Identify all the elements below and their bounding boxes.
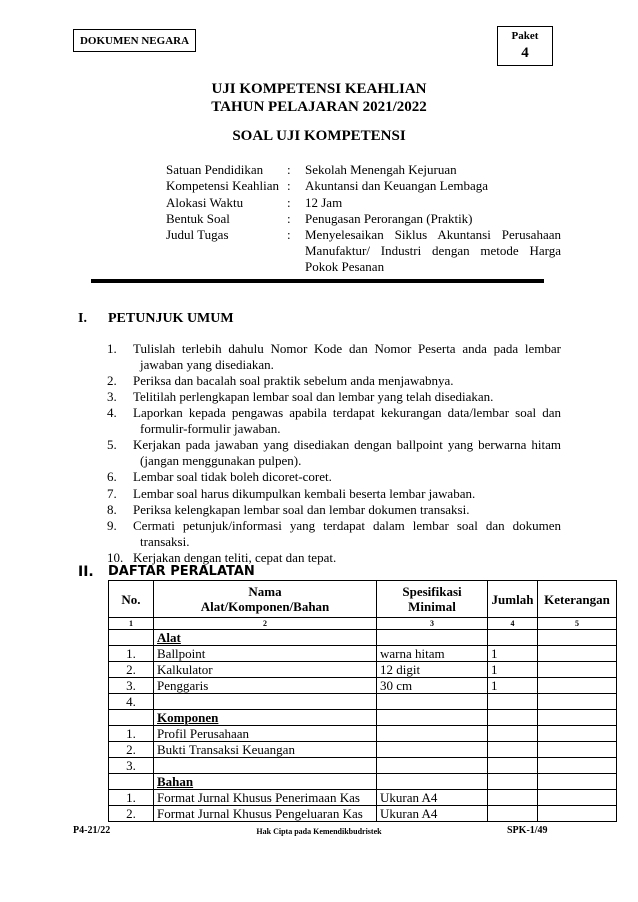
cell-no: 1. bbox=[109, 726, 154, 742]
cell-qty bbox=[488, 726, 538, 742]
table-row bbox=[109, 710, 617, 726]
info-colon: : bbox=[287, 227, 291, 242]
cell-name: Alat bbox=[154, 630, 377, 646]
column-number: 3 bbox=[377, 618, 488, 630]
header-spec bbox=[377, 581, 488, 618]
cell-note bbox=[538, 678, 617, 694]
column-number: 4 bbox=[488, 618, 538, 630]
cell-note bbox=[538, 774, 617, 790]
cell-note bbox=[538, 630, 617, 646]
list-item-text: formulir-formulir jawaban. bbox=[140, 421, 281, 436]
equipment-table bbox=[108, 580, 617, 822]
cell-spec: Ukuran A4 bbox=[377, 806, 488, 822]
cell-name bbox=[154, 758, 377, 774]
list-item-number: 6. bbox=[107, 469, 117, 484]
cell-name: Format Jurnal Khusus Penerimaan Kas bbox=[154, 790, 377, 806]
cell-name: Profil Perusahaan bbox=[154, 726, 377, 742]
cell-qty bbox=[488, 742, 538, 758]
info-label: Bentuk Soal bbox=[166, 211, 230, 226]
table-row bbox=[109, 726, 617, 742]
cell-qty bbox=[488, 758, 538, 774]
list-item-text: Lembar soal tidak boleh dicoret-coret. bbox=[133, 469, 332, 484]
list-item-text: Kerjakan dengan teliti, cepat dan tepat. bbox=[133, 550, 337, 565]
info-colon: : bbox=[287, 211, 291, 226]
list-item-number: 5. bbox=[107, 437, 117, 452]
cell-spec bbox=[377, 774, 488, 790]
section-number: II. bbox=[78, 564, 94, 580]
cell-note bbox=[538, 646, 617, 662]
exam-subtitle: SOAL UJI KOMPETENSI bbox=[232, 128, 406, 144]
cell-spec bbox=[377, 630, 488, 646]
page-number: SPK-1/49 bbox=[507, 825, 548, 836]
column-number: 5 bbox=[538, 618, 617, 630]
cell-no: 2. bbox=[109, 806, 154, 822]
cell-no bbox=[109, 710, 154, 726]
cell-qty: 1 bbox=[488, 678, 538, 694]
cell-no: 4. bbox=[109, 694, 154, 710]
document-label: DOKUMEN NEGARA bbox=[73, 29, 196, 52]
info-value: 12 Jam bbox=[305, 195, 343, 210]
cell-qty: 1 bbox=[488, 646, 538, 662]
cell-name: Penggaris bbox=[154, 678, 377, 694]
list-item-number: 10. bbox=[107, 550, 124, 565]
cell-qty bbox=[488, 774, 538, 790]
cell-no: 1. bbox=[109, 790, 154, 806]
list-item-text: transaksi. bbox=[140, 534, 190, 549]
exam-title: UJI KOMPETENSI KEAHLIAN bbox=[211, 81, 427, 97]
list-item-number: 3. bbox=[107, 389, 117, 404]
cell-note bbox=[538, 806, 617, 822]
list-item-number: 4. bbox=[107, 405, 117, 420]
info-colon: : bbox=[287, 195, 291, 210]
table-row bbox=[109, 806, 617, 822]
header-name-line: Nama bbox=[248, 584, 282, 599]
list-item-text: (jangan menggunakan pulpen). bbox=[140, 453, 302, 468]
footer-code: P4-21/22 bbox=[73, 825, 111, 836]
table-row bbox=[109, 742, 617, 758]
cell-spec bbox=[377, 726, 488, 742]
list-item-number: 8. bbox=[107, 502, 117, 517]
column-number-row bbox=[109, 618, 617, 630]
column-number: 2 bbox=[154, 618, 377, 630]
section-title: PETUNJUK UMUM bbox=[108, 311, 234, 326]
info-label: Judul Tugas bbox=[166, 227, 229, 242]
cell-qty bbox=[488, 694, 538, 710]
cell-spec: 12 digit bbox=[377, 662, 488, 678]
divider-rule bbox=[91, 279, 544, 283]
cell-no: 1. bbox=[109, 646, 154, 662]
cell-qty bbox=[488, 790, 538, 806]
list-item-text: Kerjakan pada jawaban yang disediakan dengan ballpoint yang berwarna hitam bbox=[133, 437, 561, 452]
info-colon: : bbox=[287, 178, 291, 193]
table-row bbox=[109, 774, 617, 790]
footer-copyright: Hak Cipta pada Kemendikbudristek bbox=[256, 827, 382, 836]
info-colon: : bbox=[287, 162, 291, 177]
cell-name: Komponen bbox=[154, 710, 377, 726]
header-qty: Jumlah bbox=[488, 581, 538, 618]
table-row bbox=[109, 758, 617, 774]
cell-note bbox=[538, 742, 617, 758]
paket-label: Paket bbox=[511, 30, 539, 42]
paket-number: 4 bbox=[521, 45, 529, 61]
cell-qty bbox=[488, 710, 538, 726]
list-item-number: 9. bbox=[107, 518, 117, 533]
cell-name: Bukti Transaksi Keuangan bbox=[154, 742, 377, 758]
cell-spec bbox=[377, 742, 488, 758]
cell-note bbox=[538, 710, 617, 726]
cell-name: Bahan bbox=[154, 774, 377, 790]
info-value-line: Manufaktur/ Industri dengan metode Harga bbox=[305, 243, 561, 258]
header-spec-line: Minimal bbox=[408, 599, 456, 614]
table-row bbox=[109, 678, 617, 694]
list-item-text: Lembar soal harus dikumpulkan kembali beserta lembar jawaban. bbox=[133, 486, 476, 501]
cell-no: 3. bbox=[109, 678, 154, 694]
table-header-row bbox=[109, 581, 617, 618]
cell-note bbox=[538, 758, 617, 774]
header-no: No. bbox=[109, 581, 154, 618]
info-value: Sekolah Menengah Kejuruan bbox=[305, 162, 457, 177]
list-item-number: 7. bbox=[107, 486, 117, 501]
table-row bbox=[109, 646, 617, 662]
info-value: Penugasan Perorangan (Praktik) bbox=[305, 211, 473, 226]
section-title: DAFTAR PERALATAN bbox=[108, 564, 255, 579]
cell-name: Kalkulator bbox=[154, 662, 377, 678]
cell-spec bbox=[377, 758, 488, 774]
cell-no bbox=[109, 774, 154, 790]
cell-name bbox=[154, 694, 377, 710]
cell-no: 2. bbox=[109, 742, 154, 758]
cell-qty: 1 bbox=[488, 662, 538, 678]
cell-name: Format Jurnal Khusus Pengeluaran Kas bbox=[154, 806, 377, 822]
info-value-line: Menyelesaikan Siklus Akuntansi Perusahaan bbox=[305, 227, 561, 242]
cell-note bbox=[538, 790, 617, 806]
table-row bbox=[109, 694, 617, 710]
list-item-text: Cermati petunjuk/informasi yang terdapat dalam lembar soal dan dokumen bbox=[133, 518, 561, 533]
table-row bbox=[109, 662, 617, 678]
list-item-text: Tulislah terlebih dahulu Nomor Kode dan Nomor Peserta anda pada lembar bbox=[133, 341, 561, 356]
header-spec-line: Spesifikasi bbox=[402, 584, 462, 599]
table-row bbox=[109, 790, 617, 806]
cell-name: Ballpoint bbox=[154, 646, 377, 662]
table-row bbox=[109, 630, 617, 646]
cell-qty bbox=[488, 630, 538, 646]
cell-spec bbox=[377, 694, 488, 710]
header-name bbox=[154, 581, 377, 618]
list-item-text: Periksa kelengkapan lembar soal dan lembar dokumen transaksi. bbox=[133, 502, 470, 517]
cell-note bbox=[538, 694, 617, 710]
list-item-number: 2. bbox=[107, 373, 117, 388]
cell-note bbox=[538, 662, 617, 678]
cell-note bbox=[538, 726, 617, 742]
list-item-text: Telitilah perlengkapan lembar soal dan lembar yang telah disediakan. bbox=[133, 389, 494, 404]
info-value-line: Pokok Pesanan bbox=[305, 259, 385, 274]
list-item-number: 1. bbox=[107, 341, 117, 356]
info-label: Satuan Pendidikan bbox=[166, 162, 264, 177]
header-name-line: Alat/Komponen/Bahan bbox=[200, 599, 330, 614]
list-item-text: Laporkan kepada pengawas apabila terdapat kekurangan data/lembar soal dan bbox=[133, 405, 561, 420]
cell-spec: Ukuran A4 bbox=[377, 790, 488, 806]
header-note: Keterangan bbox=[538, 581, 617, 618]
column-number: 1 bbox=[109, 618, 154, 630]
cell-spec bbox=[377, 710, 488, 726]
cell-spec: 30 cm bbox=[377, 678, 488, 694]
section-number: I. bbox=[78, 311, 87, 326]
cell-no bbox=[109, 630, 154, 646]
list-item-text: Periksa dan bacalah soal praktik sebelum anda menjawabnya. bbox=[133, 373, 454, 388]
cell-spec: warna hitam bbox=[377, 646, 488, 662]
list-item-text: jawaban yang disediakan. bbox=[140, 357, 274, 372]
academic-year: TAHUN PELAJARAN 2021/2022 bbox=[211, 99, 427, 115]
cell-qty bbox=[488, 806, 538, 822]
cell-no: 2. bbox=[109, 662, 154, 678]
cell-no: 3. bbox=[109, 758, 154, 774]
info-label: Kompetensi Keahlian bbox=[166, 178, 279, 193]
info-value: Akuntansi dan Keuangan Lembaga bbox=[305, 178, 489, 193]
paket-box bbox=[497, 26, 553, 66]
info-label: Alokasi Waktu bbox=[166, 195, 244, 210]
table-body bbox=[109, 630, 617, 822]
